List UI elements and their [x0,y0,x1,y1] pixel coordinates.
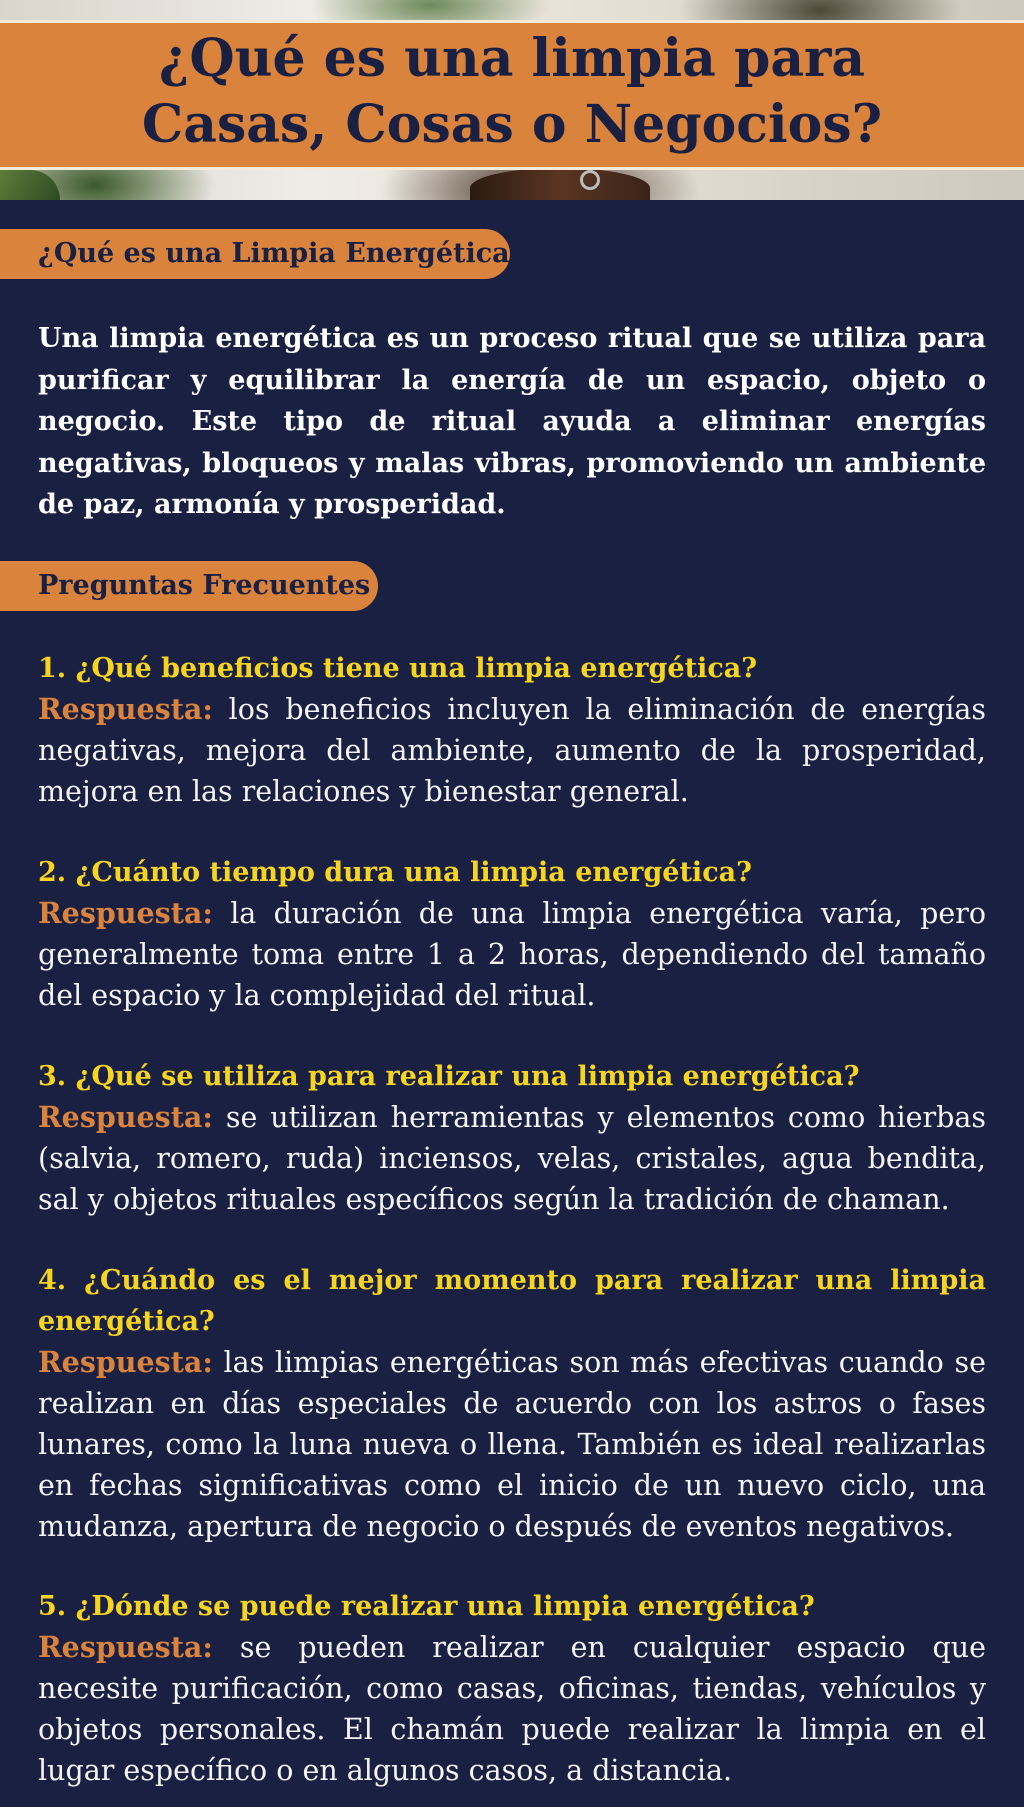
answer-label: Respuesta: [38,1100,213,1134]
page-title [0,26,1024,158]
faq-question: 1. ¿Qué beneficios tiene una limpia energética? [38,653,758,684]
intro-heading: ¿Qué es una Limpia Energética? [0,229,510,279]
faq-answer-text: las limpias energéticas son más efectivas cuando se realizan en días especiales de acuerdo con los astros o fases lunares, como la luna nueva o llena. También es ideal realizarlas en fechas significativas como el inicio de un nuevo ciclo, una mudanza, apertura de negocio o después de eventos negativos. [38,1346,986,1543]
faq-question: 2. ¿Cuánto tiempo dura una limpia energética? [38,857,752,888]
intro-paragraph: Una limpia energética es un proceso ritual que se utiliza para purificar y equilibrar la energía de un espacio, objeto o negocio. Este tipo de ritual ayuda a eliminar energías negativas, bloqueos y malas vibras, promoviendo un ambiente de paz, armonía y prosperidad. [38,323,986,520]
page-title-line-2: Casas, Cosas o Negocios? [141,94,883,155]
faq-item [38,1586,986,1791]
faq-question: 4. ¿Cuándo es el mejor momento para realizar una limpia energética? [38,1265,986,1337]
faq-answer-text: se utilizan herramientas y elementos como hierbas (salvia, romero, ruda) inciensos, velas, cristales, agua bendita, sal y objetos rituales específicos según la tradición de chaman. [38,1101,987,1216]
faq-answer-text: se pueden realizar en cualquier espacio que necesite purificación, como casas, oficinas, tiendas, vehículos y objetos personales. El chamán puede realizar la limpia en el lugar específico o en algunos casos, a distancia. [38,1631,986,1787]
faq-answer [38,893,986,1016]
answer-label: Respuesta: [38,896,213,930]
ring-decoration [580,170,600,190]
faq-item [38,852,986,1016]
answer-label: Respuesta: [38,1630,213,1664]
faq-answer-text: la duración de una limpia energética varía, pero generalmente toma entre 1 a 2 horas, dependiendo del tamaño del espacio y la complejidad del ritual. [38,897,986,1012]
faq-answer [38,1097,986,1220]
faq-item [38,1260,986,1547]
answer-label: Respuesta: [38,1345,213,1379]
faq-heading: Preguntas Frecuentes [0,561,378,611]
faq-answer [38,1342,986,1547]
faq-question: 5. ¿Dónde se puede realizar una limpia energética? [38,1591,815,1622]
page-title-line-1: ¿Qué es una limpia para [158,28,866,89]
faq-item [38,648,986,812]
faq-item [38,1056,986,1220]
faq-question: 3. ¿Qué se utiliza para realizar una limpia energética? [38,1061,860,1092]
hero-banner [0,0,1024,200]
plant-decoration [0,170,60,200]
faq-answer [38,1627,986,1791]
answer-label: Respuesta: [38,692,213,726]
hand-photo-decoration [470,168,650,200]
faq-answer [38,689,986,812]
faq-answer-text: los beneficios incluyen la eliminación de energías negativas, mejora del ambiente, aumento de la prosperidad, mejora en las relaciones y bienestar general. [38,693,986,808]
